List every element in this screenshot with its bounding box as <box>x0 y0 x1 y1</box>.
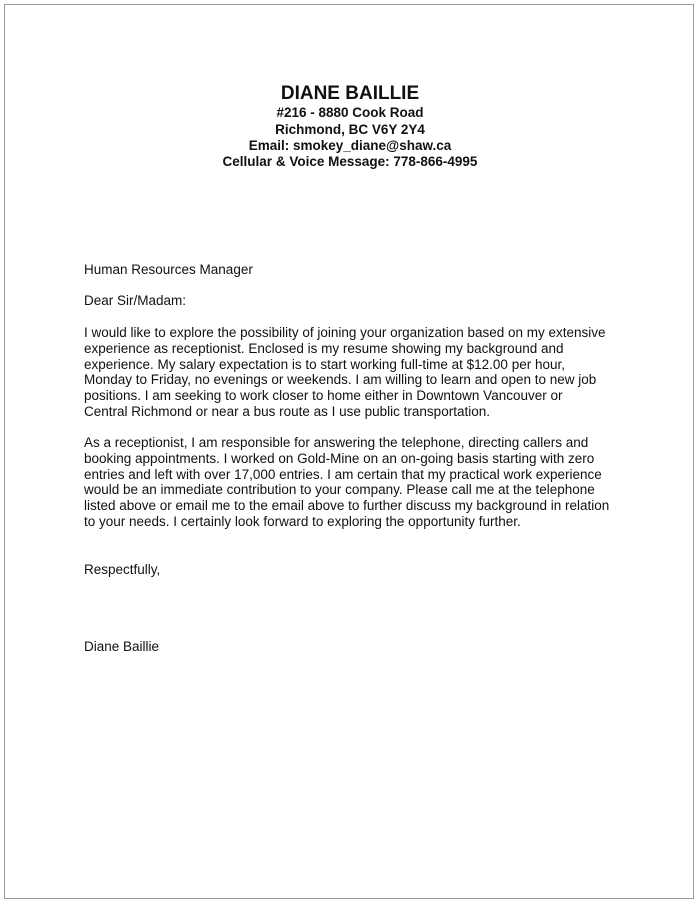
paragraph-line: experience as receptionist. Enclosed is my resume showing my background and <box>84 340 564 356</box>
recipient-line: Human Resources Manager <box>84 262 253 277</box>
salutation: Dear Sir/Madam: <box>84 293 187 308</box>
paragraph-line: experience. My salary expectation is to start working full-time at $12.00 per hour, <box>84 356 565 372</box>
signature-name: Diane Baillie <box>84 639 160 654</box>
paragraph-line: positions. I am seeking to work closer to home either in Downtown Vancouver or <box>84 388 563 404</box>
paragraph-line: booking appointments. I worked on Gold-Mine on an on-going basis starting with zero <box>84 450 595 466</box>
paragraph-line: Central Richmond or near a bus route as I use public transportation. <box>84 403 490 419</box>
sender-email: Email: smokey_diane@shaw.ca <box>248 138 452 153</box>
sender-street-address: #216 - 8880 Cook Road <box>276 105 424 120</box>
paragraph-line: As a receptionist, I am responsible for answering the telephone, directing callers and <box>84 435 589 450</box>
sender-phone: Cellular & Voice Message: 778-866-4995 <box>222 154 478 169</box>
paragraph-line: I would like to explore the possibility of joining your organization based on my extensive <box>84 325 606 340</box>
body-paragraph-1 <box>84 325 606 420</box>
sender-name: DIANE BAILLIE <box>280 83 420 104</box>
paragraph-line: entries and left with over 17,000 entries. I am certain that my practical work experience <box>84 466 602 482</box>
body-paragraph-2 <box>84 435 609 530</box>
paragraph-line: listed above or email me to the email above to further discuss my background in relation <box>84 498 610 514</box>
paragraph-line: Monday to Friday, no evenings or weekends. I am willing to learn and open to new job <box>84 372 597 388</box>
closing: Respectfully, <box>84 562 161 577</box>
paragraph-line: to your needs. I certainly look forward to exploring the opportunity further. <box>84 513 521 529</box>
paragraph-line: would be an immediate contribution to your company. Please call me at the telephone <box>84 482 595 498</box>
sender-city-postal: Richmond, BC V6Y 2Y4 <box>275 122 425 137</box>
